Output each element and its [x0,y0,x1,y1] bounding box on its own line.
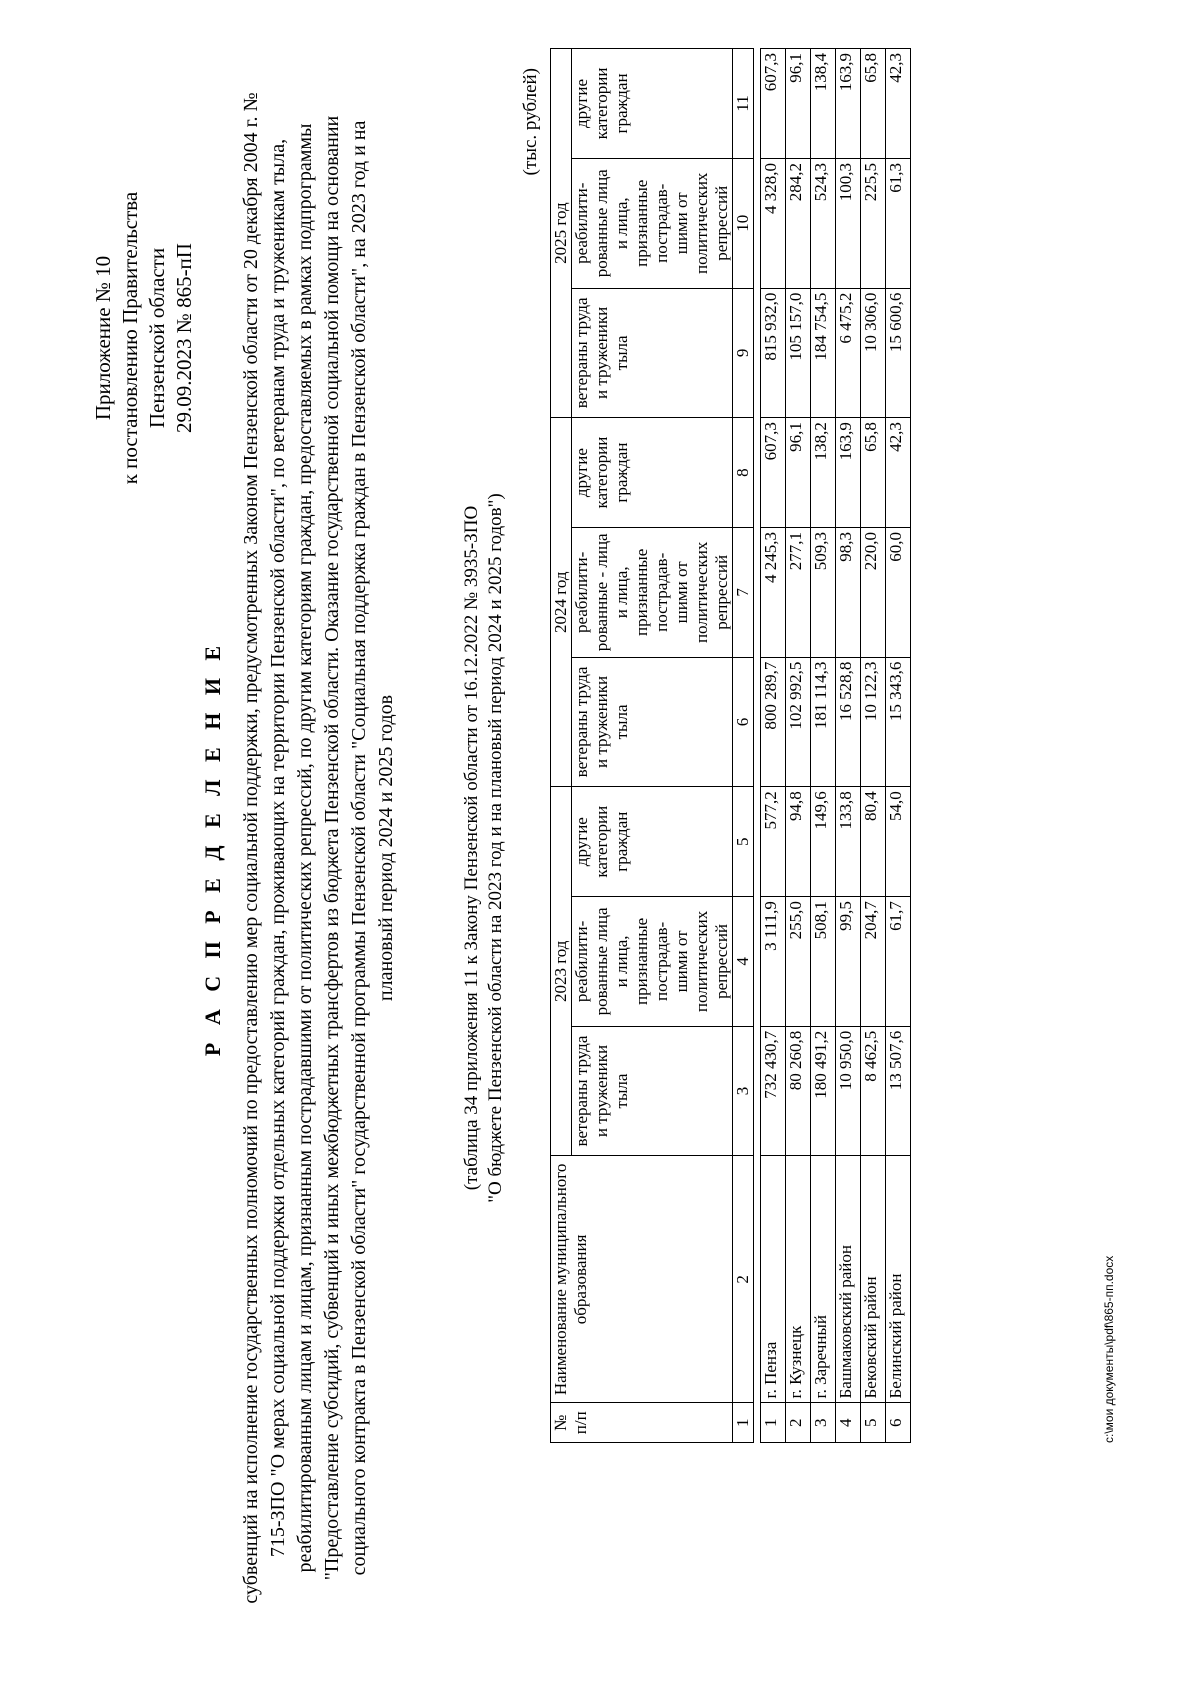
header-number: № п/п [551,1403,733,1443]
value-cell: 524,3 [811,158,836,288]
value-cell: 16 528,8 [836,657,861,787]
row-number: 5 [861,1403,886,1443]
table-row [761,49,786,1443]
header-other: другие категории граждан [572,49,733,159]
units-label: (тыс. рублей) [520,68,541,176]
value-cell: 15 600,6 [886,288,911,418]
column-number: 7 [733,528,754,658]
value-cell: 4 328,0 [761,158,786,288]
value-cell: 138,2 [811,418,836,528]
appendix-line: Приложение № 10 [91,255,115,421]
value-cell: 61,7 [886,897,911,1027]
header-other: другие категории граждан [572,787,733,897]
table-reference-line: (таблица 34 приложения 11 к Закону Пензенской области от 16.12.2022 № 3935-ЗПО [461,505,482,1191]
value-cell: 65,8 [861,418,886,528]
value-cell: 98,3 [836,528,861,658]
value-cell: 607,3 [761,49,786,159]
value-cell: 105 157,0 [786,288,811,418]
value-cell: 80 260,8 [786,1026,811,1156]
value-cell: 577,2 [761,787,786,897]
document-subtitle: субвенций на исполнение государственных полномочий по предоставлению мер социальной поддержки, предусмотренных Законом Пензенской области от 20 декабря 2004 г. № 715-ЗПО "О мерах социальной поддержки отдельных категорий граждан, проживающих на территории Пензенской области", по ветеранам труда и труженикам тыла, реабилитированным лицам и лицам, признанным пострадавшими от политических репрессий, по другим категориям граждан, предоставляемых в рамках подпрограммы "Предоставление субсидий, субвенций и иных межбюджетных трансфертов из бюджета Пензенской области. Оказание государственной социальной помощи на основании социального контракта в Пензенской области" государственной программы Пензенской области "Социальная поддержка граждан в Пензенской области", на 2023 год и на плановый период 2024 и 2025 годов [240,92,397,1604]
value-cell: 163,9 [836,49,861,159]
value-cell: 133,8 [836,787,861,897]
header-veterans: ветераны труда и труженики тыла [572,288,733,418]
value-cell: 94,8 [786,787,811,897]
municipality-name: г. Пенза [761,1156,786,1403]
table-gap [754,49,761,1443]
header-other: другие категории граждан [572,418,733,528]
column-number: 11 [733,49,754,159]
value-cell: 65,8 [861,49,886,159]
value-cell: 15 343,6 [886,657,911,787]
value-cell: 10 306,0 [861,288,886,418]
value-cell: 800 289,7 [761,657,786,787]
value-cell: 96,1 [786,418,811,528]
column-number: 10 [733,158,754,288]
value-cell: 181 114,3 [811,657,836,787]
header-veterans: ветераны труда и труженики тыла [572,1026,733,1156]
table-row [811,49,836,1443]
value-cell: 4 245,3 [761,528,786,658]
appendix-line: Пензенской области [145,247,169,429]
header-veterans: ветераны труда и труженики тыла [572,657,733,787]
row-number: 1 [761,1403,786,1443]
municipality-name: Белинский район [886,1156,911,1403]
column-number: 2 [733,1156,754,1403]
header-year: 2025 год [551,49,572,418]
value-cell: 8 462,5 [861,1026,886,1156]
document-page [50,28,1150,1668]
row-number: 4 [836,1403,861,1443]
value-cell: 732 430,7 [761,1026,786,1156]
value-cell: 184 754,5 [811,288,836,418]
header-municipality: Наименование муниципального образования [551,1156,733,1403]
value-cell: 255,0 [786,897,811,1027]
value-cell: 607,3 [761,418,786,528]
column-number: 4 [733,897,754,1027]
column-number: 1 [733,1403,754,1443]
header-rehabilitated: реабилити-рованные - лица и лица, признанные пострадав-шими от политических репрессий [572,528,733,658]
appendix-line: 29.09.2023 № 865-пП [172,243,196,433]
value-cell: 284,2 [786,158,811,288]
value-cell: 99,5 [836,897,861,1027]
value-cell: 13 507,6 [886,1026,911,1156]
value-cell: 54,0 [886,787,911,897]
value-cell: 149,6 [811,787,836,897]
value-cell: 60,0 [886,528,911,658]
value-cell: 61,3 [886,158,911,288]
value-cell: 225,5 [861,158,886,288]
row-number: 2 [786,1403,811,1443]
column-number: 5 [733,787,754,897]
value-cell: 277,1 [786,528,811,658]
value-cell: 100,3 [836,158,861,288]
value-cell: 163,9 [836,418,861,528]
distribution-table [550,48,911,1443]
value-cell: 42,3 [886,49,911,159]
municipality-name: Бековский район [861,1156,886,1403]
table-reference [460,88,508,1608]
column-number: 6 [733,657,754,787]
value-cell: 80,4 [861,787,886,897]
value-cell: 6 475,2 [836,288,861,418]
file-path-footer: c:\мои документы\pdf\865-пп.docx [1102,1255,1116,1443]
value-cell: 10 122,3 [861,657,886,787]
table-row [786,49,811,1443]
header-rehabilitated: реабилити-рованные лица и лица, признанные пострадав-шими от политических репрессий [572,897,733,1027]
value-cell: 815 932,0 [761,288,786,418]
row-number: 3 [811,1403,836,1443]
column-number: 8 [733,418,754,528]
column-number: 3 [733,1026,754,1156]
value-cell: 42,3 [886,418,911,528]
table-body [754,49,911,1443]
column-number: 9 [733,288,754,418]
municipality-name: г. Кузнецк [786,1156,811,1403]
value-cell: 138,4 [811,49,836,159]
table-row [886,49,911,1443]
value-cell: 220,0 [861,528,886,658]
table-row [836,49,861,1443]
appendix-line: к постановлению Правительства [118,191,142,485]
municipality-name: Башмаковский район [836,1156,861,1403]
value-cell: 204,7 [861,897,886,1027]
municipality-name: г. Заречный [811,1156,836,1403]
value-cell: 102 992,5 [786,657,811,787]
value-cell: 96,1 [786,49,811,159]
value-cell: 180 491,2 [811,1026,836,1156]
header-rehabilitated: реабилити-рованные лица и лица, признанные пострадав-шими от политических репрессий [572,158,733,288]
value-cell: 509,3 [811,528,836,658]
header-year: 2024 год [551,418,572,787]
value-cell: 10 950,0 [836,1026,861,1156]
document-title: Р А С П Р Е Д Е Л Е Н И Е [200,639,225,1057]
header-year: 2023 год [551,787,572,1156]
row-number: 6 [886,1403,911,1443]
table-row [861,49,886,1443]
column-number-row [733,49,754,1443]
appendix-block [90,188,198,488]
value-cell: 3 111,9 [761,897,786,1027]
value-cell: 508,1 [811,897,836,1027]
table-reference-line: "О бюджете Пензенской области на 2023 год и на плановый период 2024 и 2025 годов") [485,493,506,1203]
